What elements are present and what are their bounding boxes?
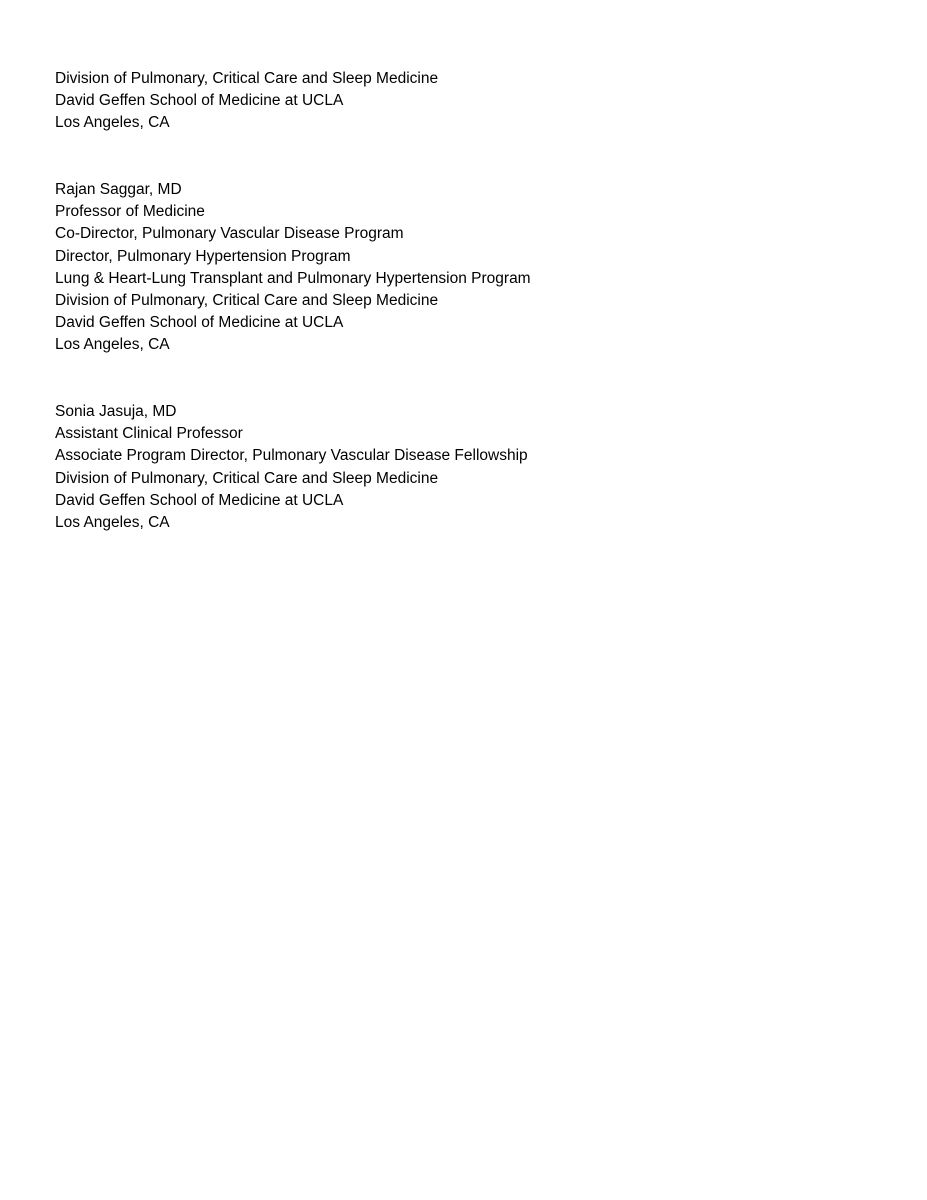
affiliation-school: David Geffen School of Medicine at UCLA <box>55 491 344 509</box>
author-program: Lung & Heart-Lung Transplant and Pulmonary Hypertension Program <box>55 269 531 287</box>
affiliation-division: Division of Pulmonary, Critical Care and Sleep Medicine <box>55 70 439 87</box>
author-title: Assistant Clinical Professor <box>55 425 243 443</box>
affiliation-school: David Geffen School of Medicine at UCLA <box>55 314 344 332</box>
affiliation-division: Division of Pulmonary, Critical Care and Sleep Medicine <box>55 469 439 487</box>
author-block-rajan-saggar <box>55 179 531 357</box>
author-role: Director, Pulmonary Hypertension Program <box>55 247 351 265</box>
author-role: Associate Program Director, Pulmonary Vascular Disease Fellowship <box>55 447 528 465</box>
affiliation-location: Los Angeles, CA <box>55 336 170 354</box>
author-title: Professor of Medicine <box>55 203 205 221</box>
author-name: Sonia Jasuja, MD <box>55 403 177 420</box>
author-role: Co-Director, Pulmonary Vascular Disease Program <box>55 225 404 243</box>
affiliation-location: Los Angeles, CA <box>55 114 170 132</box>
affiliation-location: Los Angeles, CA <box>55 514 170 532</box>
author-name: Rajan Saggar, MD <box>55 181 182 198</box>
affiliation-division: Division of Pulmonary, Critical Care and Sleep Medicine <box>55 292 439 310</box>
affiliation-block-1 <box>55 68 438 135</box>
author-block-sonia-jasuja <box>55 401 528 534</box>
affiliation-school: David Geffen School of Medicine at UCLA <box>55 92 344 110</box>
